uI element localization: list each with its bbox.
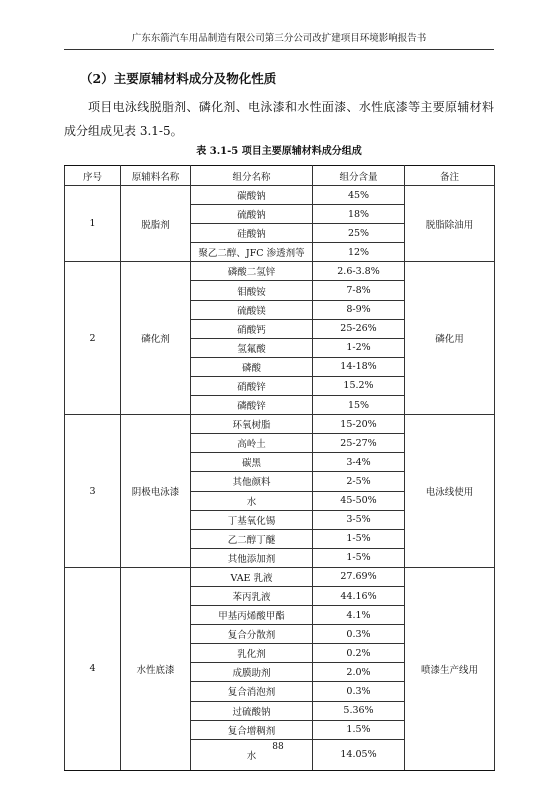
component-name: 碳黑	[191, 453, 313, 472]
component-name: 硫酸钠	[191, 205, 313, 224]
component-name: 复合消泡剂	[191, 682, 313, 701]
component-content: 15-20%	[313, 415, 405, 434]
component-name: 过硫酸钠	[191, 701, 313, 720]
component-content: 1-5%	[313, 548, 405, 567]
component-name: 其他添加剂	[191, 548, 313, 567]
component-content: 15%	[313, 396, 405, 415]
component-name: 聚乙二醇、JFC 渗透剂等	[191, 243, 313, 262]
component-content: 0.3%	[313, 682, 405, 701]
group-note: 脱脂除油用	[405, 186, 495, 262]
component-name: 甲基丙烯酸甲酯	[191, 606, 313, 625]
table-row	[65, 262, 495, 281]
component-content: 14.05%	[313, 739, 405, 770]
component-content: 0.3%	[313, 625, 405, 644]
component-name: 硝酸钙	[191, 319, 313, 338]
table-row	[65, 567, 495, 586]
header-note: 备注	[405, 166, 495, 186]
component-name: 丁基氧化锡	[191, 510, 313, 529]
component-content: 1.5%	[313, 720, 405, 739]
component-content: 25-26%	[313, 319, 405, 338]
component-name: 水	[191, 491, 313, 510]
component-content: 25%	[313, 224, 405, 243]
table-row	[65, 186, 495, 205]
component-content: 2.6-3.8%	[313, 262, 405, 281]
group-note: 喷漆生产线用	[405, 567, 495, 770]
group-number: 3	[65, 415, 121, 568]
page-number: 88	[272, 742, 284, 752]
component-name: 成膜助剂	[191, 663, 313, 682]
component-name: 高岭土	[191, 434, 313, 453]
group-note: 电泳线使用	[405, 415, 495, 568]
component-name: 磷酸	[191, 357, 313, 376]
component-name: 磷酸二氢锌	[191, 262, 313, 281]
component-content: 45-50%	[313, 491, 405, 510]
material-name: 水性底漆	[121, 567, 191, 770]
group-note: 磷化用	[405, 262, 495, 415]
group-number: 4	[65, 567, 121, 770]
component-name: 苯丙乳液	[191, 586, 313, 605]
table-row	[65, 415, 495, 434]
component-content: 2.0%	[313, 663, 405, 682]
material-name: 阴极电泳漆	[121, 415, 191, 568]
component-name: 碳酸钠	[191, 186, 313, 205]
component-content: 45%	[313, 186, 405, 205]
table-caption: 表 3.1-5 项目主要原辅材料成分组成	[196, 146, 362, 157]
group-number: 2	[65, 262, 121, 415]
component-name: 水	[191, 739, 313, 770]
component-name: 复合增稠剂	[191, 720, 313, 739]
component-name: 乳化剂	[191, 644, 313, 663]
component-content: 3-4%	[313, 453, 405, 472]
component-content: 8-9%	[313, 300, 405, 319]
component-content: 44.16%	[313, 586, 405, 605]
materials-table	[64, 165, 495, 771]
header-component: 组分名称	[191, 166, 313, 186]
component-name: 硅酸钠	[191, 224, 313, 243]
component-content: 18%	[313, 205, 405, 224]
component-name: 乙二醇丁醚	[191, 529, 313, 548]
material-name: 磷化剂	[121, 262, 191, 415]
body-paragraph: 项目电泳线脱脂剂、磷化剂、电泳漆和水性面漆、水性底漆等主要原辅材料成分组成见表 3.1-5。	[64, 100, 494, 138]
component-content: 1-5%	[313, 529, 405, 548]
component-name: 硝酸锌	[191, 376, 313, 395]
component-content: 15.2%	[313, 376, 405, 395]
component-name: VAE 乳液	[191, 567, 313, 586]
component-name: 环氧树脂	[191, 415, 313, 434]
component-content: 12%	[313, 243, 405, 262]
component-name: 钼酸铵	[191, 281, 313, 300]
table-header-row	[65, 166, 495, 186]
page-header: 广东东箭汽车用品制造有限公司第三分公司改扩建项目环境影响报告书	[64, 30, 494, 50]
group-number: 1	[65, 186, 121, 262]
component-content: 2-5%	[313, 472, 405, 491]
component-content: 14-18%	[313, 357, 405, 376]
header-no: 序号	[65, 166, 121, 186]
component-name: 复合分散剂	[191, 625, 313, 644]
component-content: 3-5%	[313, 510, 405, 529]
component-content: 7-8%	[313, 281, 405, 300]
header-content: 组分含量	[313, 166, 405, 186]
component-name: 硫酸镁	[191, 300, 313, 319]
component-name: 氢氟酸	[191, 338, 313, 357]
component-name: 磷酸锌	[191, 396, 313, 415]
component-content: 4.1%	[313, 606, 405, 625]
material-name: 脱脂剂	[121, 186, 191, 262]
table-body	[65, 186, 495, 771]
header-material: 原辅料名称	[121, 166, 191, 186]
component-content: 5.36%	[313, 701, 405, 720]
component-content: 27.69%	[313, 567, 405, 586]
component-content: 25-27%	[313, 434, 405, 453]
component-content: 0.2%	[313, 644, 405, 663]
component-name: 其他颜料	[191, 472, 313, 491]
section-heading: （2）主要原辅材料成分及物化性质	[80, 71, 277, 86]
component-content: 1-2%	[313, 338, 405, 357]
